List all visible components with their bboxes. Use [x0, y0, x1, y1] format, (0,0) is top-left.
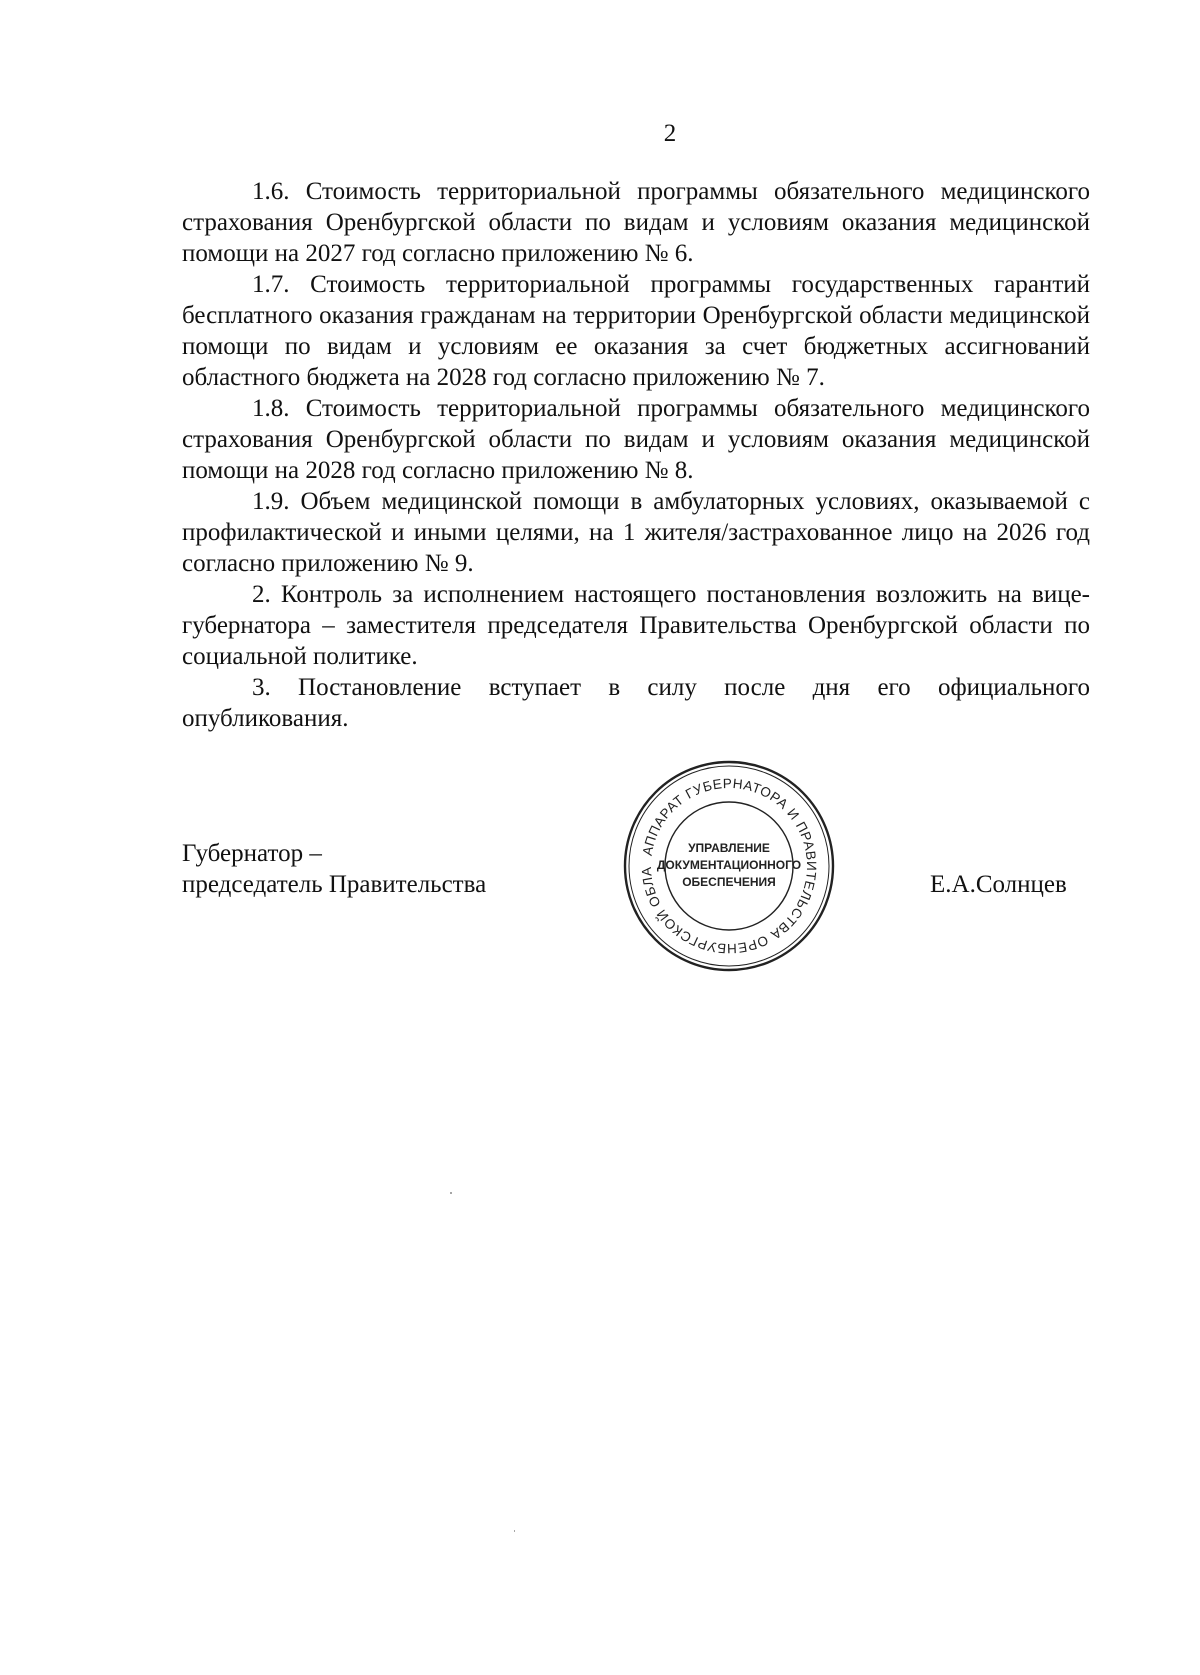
signatory-title — [182, 838, 486, 900]
paragraph-1-6: 1.6. Стоимость территориальной программы обязательного медицинского страхования Оренбургской области по видам и условиям оказания медицинской помощи на 2027 год согласно приложению № 6. — [182, 178, 1090, 267]
page-number: 2 — [663, 120, 677, 147]
document-body — [182, 176, 1090, 734]
paragraph-1-9: 1.9. Объем медицинской помощи в амбулаторных условиях, оказываемой с профилактической и иными целями, на 1 жителя/застрахованное лицо на 2026 год согласно приложению № 9. — [182, 488, 1090, 577]
scan-speck — [514, 1530, 515, 1532]
signatory-title-line-1: Губернатор – — [182, 840, 322, 867]
seal-center-line-1: УПРАВЛЕНИЕ — [688, 841, 770, 855]
seal-center-line-2: ДОКУМЕНТАЦИОННОГО — [656, 858, 802, 872]
seal-ring-text: АППАРАТ ГУБЕРНАТОРА И ПРАВИТЕЛЬСТВА ОРЕНБУРГСКОЙ ОБЛА — [638, 775, 820, 957]
seal-graphic — [620, 757, 838, 975]
seal-center-line-3: ОБЕСПЕЧЕНИЯ — [682, 875, 776, 889]
signatory-name: Е.А.Солнцев — [930, 871, 1067, 898]
paragraph-1-7: 1.7. Стоимость территориальной программы государственных гарантий бесплатного оказания гражданам на территории Оренбургской области медицинской помощи по видам и условиям ее оказания за счет бюджетных ассигнований областного бюджета на 2028 год согласно приложению № 7. — [182, 271, 1090, 391]
scan-speck — [450, 1192, 452, 1194]
paragraph-3: 3. Постановление вступает в силу после дня его официального опубликования. — [182, 674, 1090, 732]
paragraph-2: 2. Контроль за исполнением настоящего постановления возложить на вице-губернатора – заместителя председателя Правительства Оренбургской области по социальной политике. — [182, 581, 1090, 670]
signatory-title-line-2: председатель Правительства — [182, 871, 487, 898]
official-seal — [620, 757, 838, 975]
paragraph-1-8: 1.8. Стоимость территориальной программы обязательного медицинского страхования Оренбургской области по видам и условиям оказания медицинской помощи на 2028 год согласно приложению № 8. — [182, 395, 1090, 484]
